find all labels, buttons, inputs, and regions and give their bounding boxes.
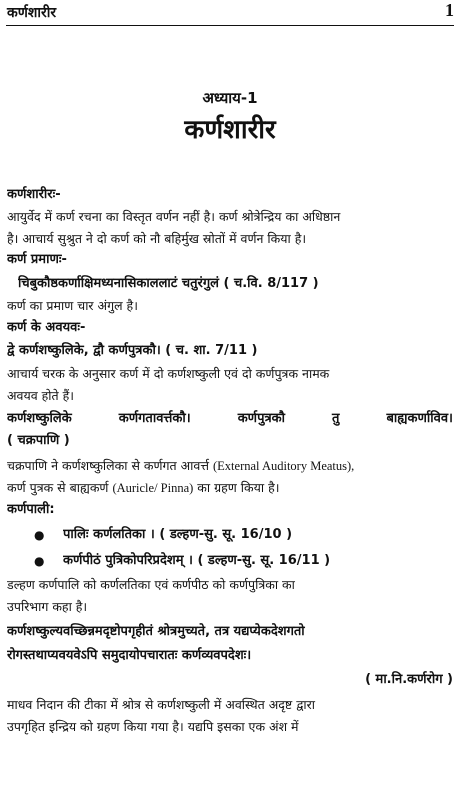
- chapter-title: कर्णशारीर: [184, 115, 276, 145]
- section-heading: कर्ण प्रमाणः-: [7, 252, 67, 267]
- paragraph-line: [7, 478, 453, 498]
- header-rule: [6, 25, 454, 26]
- verse-word: कर्णपुत्रकौ: [237, 411, 285, 426]
- bullet-icon: ●: [34, 528, 45, 542]
- verse-line: रोगस्तथाप्यवयवेऽपि समुदायोपचारातः कर्णव्यवपदेशः।: [7, 648, 252, 663]
- verse-line: [7, 409, 453, 429]
- verse-word: कर्णगतावर्त्तकौ।: [118, 411, 191, 426]
- running-title: कर्णशारीर: [7, 5, 57, 21]
- section-heading: कर्ण के अवयवः-: [7, 320, 86, 335]
- bullet-icon: ●: [34, 554, 45, 568]
- verse-line: द्वे कर्णशष्कुलिके, द्वौ कर्णपुत्रकौ। ( च. शा. 7/11 ): [7, 343, 258, 358]
- paragraph-line: [7, 456, 453, 476]
- hindi-text: कर्ण पुत्रक से बाह्यकर्ण: [7, 480, 113, 495]
- paragraph-line: अवयव होते हैं।: [7, 388, 75, 403]
- paragraph-line: डल्हण कर्णपालि को कर्णलतिका एवं कर्णपीठ को कर्णपुत्रिका का: [7, 577, 295, 592]
- bullet-item: पालिः कर्णलतिका । ( डल्हण-सु. सू. 16/10 ): [63, 527, 293, 542]
- page-number: 1: [445, 0, 454, 20]
- paragraph-line: माधव निदान की टीका में श्रोत्र से कर्णशष्कुली में अवस्थित अदृष्ट द्वारा: [7, 697, 315, 712]
- hindi-text: चक्रपाणि ने कर्णशष्कुलिका से कर्णगत आवर्त्त: [7, 458, 213, 473]
- section-heading: कर्णपाली:: [7, 502, 55, 517]
- verse-word: कर्णशष्कुलिके: [7, 411, 72, 426]
- verse-line: कर्णशष्कुल्यवच्छिन्नमदृष्टोपगृहीतं श्रोत्रमुच्यते, तत्र यद्यप्येकदेशगतो: [7, 624, 305, 639]
- paragraph-line: कर्ण का प्रमाण चार अंगुल है।: [7, 298, 138, 313]
- paragraph-line: उपरिभाग कहा है।: [7, 599, 88, 614]
- section-heading: कर्णशारीरः-: [7, 187, 61, 202]
- verse-reference: ( मा.नि.कर्णरोग ): [365, 672, 453, 687]
- paragraph-line: आचार्य चरक के अनुसार कर्ण में दो कर्णशष्कुली एवं दो कर्णपुत्रक नामक: [7, 366, 330, 381]
- bullet-item: कर्णपीठं पुत्रिकोपरिप्रदेशम् । ( डल्हण-सु. सू. 16/11 ): [63, 553, 331, 568]
- paragraph-line: उपगृहित इन्द्रिय को ग्रहण किया गया है। यद्यपि इसका एक अंश में: [7, 719, 299, 734]
- verse-reference: ( चक्रपाणि ): [7, 433, 70, 448]
- verse-word: तु: [332, 411, 340, 426]
- chapter-label: अध्याय-1: [202, 89, 258, 107]
- hindi-text: का ग्रहण किया है।: [193, 480, 280, 495]
- verse-word: बाह्यकर्णाविव।: [386, 411, 453, 426]
- english-term: (Auricle/ Pinna): [112, 481, 194, 495]
- paragraph-line: आयुर्वेद में कर्ण रचना का विस्तृत वर्णन नहीं है। कर्ण श्रोत्रेन्द्रिय का अधिष्ठान: [7, 209, 341, 224]
- english-term: (External Auditory Meatus),: [213, 459, 355, 473]
- verse-line: चिबुकौष्ठकर्णाक्षिमध्यनासिकाललाटं चतुरंगुलं ( च.वि. 8/117 ): [18, 276, 319, 291]
- paragraph-line: है। आचार्य सुश्रुत ने दो कर्ण को नौ बहिर्मुख स्रोतों में वर्णन किया है।: [7, 231, 307, 246]
